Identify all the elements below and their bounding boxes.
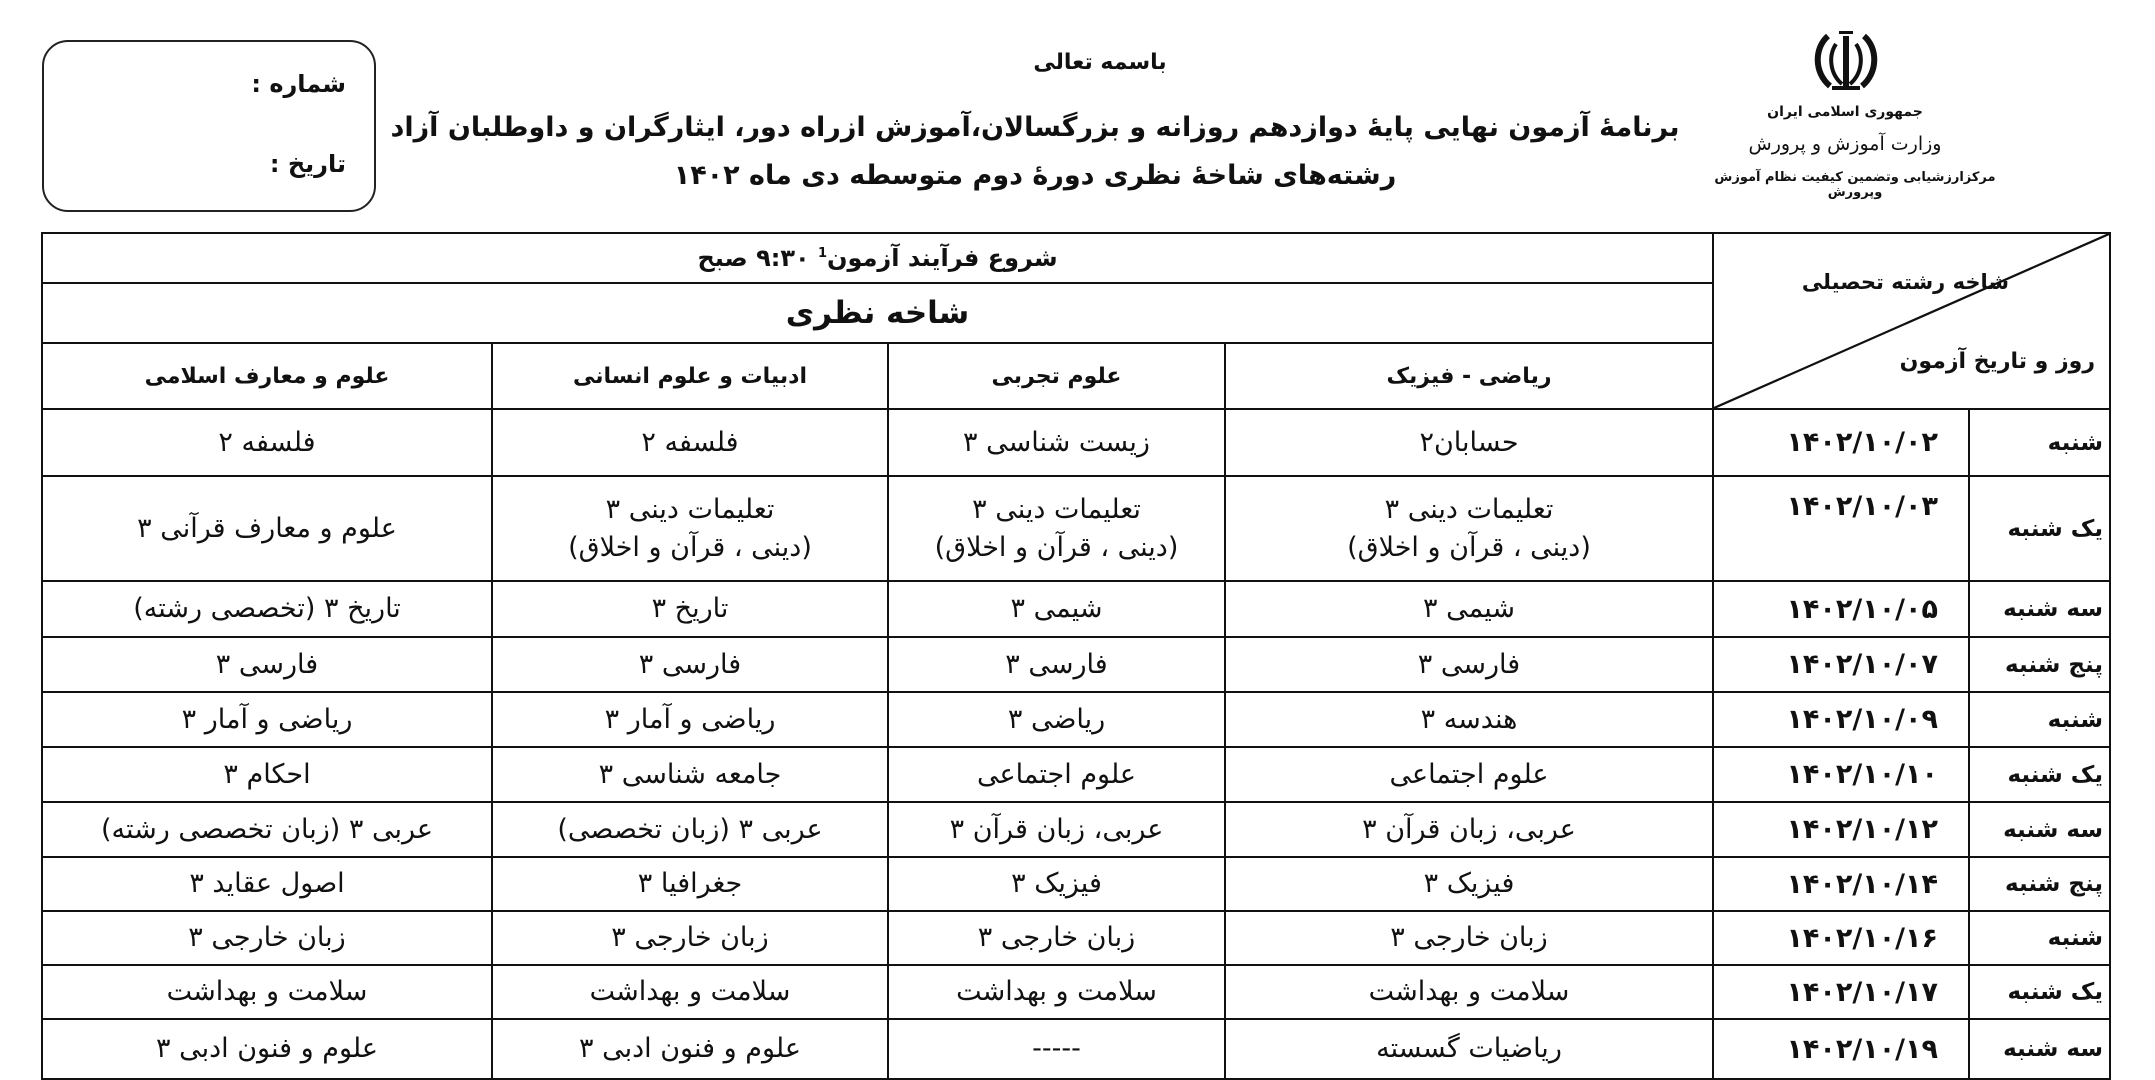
- corner-header-cell: [1713, 233, 2110, 409]
- subject-cell: ریاضی و آمار ۳: [492, 692, 888, 747]
- branch-title: شاخه نظری: [42, 283, 1713, 343]
- subject-cell: حسابان۲: [1225, 409, 1713, 476]
- table-row: [42, 476, 2110, 581]
- org-line3: مرکزارزشیابی وتضمین کیفیت نظام آموزش وپرورش: [1714, 170, 1996, 200]
- date-cell: ۱۴۰۲/۱۰/۰۷: [1713, 637, 1969, 692]
- date-cell: ۱۴۰۲/۱۰/۱۶: [1713, 911, 1969, 965]
- subject-cell: فارسی ۳: [42, 637, 492, 692]
- table-row: [42, 1019, 2110, 1079]
- column-header: ادبیات و علوم انسانی: [492, 343, 888, 409]
- subject-cell: زبان خارجی ۳: [888, 911, 1225, 965]
- subject-cell: زبان خارجی ۳: [492, 911, 888, 965]
- day-cell: سه شنبه: [1969, 581, 2110, 637]
- date-cell: ۱۴۰۲/۱۰/۰۲: [1713, 409, 1969, 476]
- page-title-line1: برنامۀ آزمون نهایی پایۀ دوازدهم روزانه و بزرگسالان،آموزش ازراه دور، ایثارگران و داوطلبان آزاد: [390, 112, 1680, 143]
- subject-cell: شیمی ۳: [1225, 581, 1713, 637]
- table-row: [42, 409, 2110, 476]
- date-cell: ۱۴۰۲/۱۰/۱۴: [1713, 857, 1969, 911]
- subject-cell: فارسی ۳: [1225, 637, 1713, 692]
- footnote-marker: 1: [817, 246, 828, 261]
- corner-bottom-label: روز و تاریخ آزمون: [1899, 349, 2095, 374]
- exam-schedule-table: [41, 232, 2111, 1080]
- table-row: [42, 581, 2110, 637]
- subject-cell: تعلیمات دینی ۳ (دینی ، قرآن و اخلاق): [1225, 476, 1713, 581]
- column-header: ریاضی - فیزیک: [1225, 343, 1713, 409]
- day-cell: سه شنبه: [1969, 802, 2110, 857]
- iran-emblem-icon: [1806, 28, 1886, 93]
- subject-cell: عربی ۳ (زبان تخصصی): [492, 802, 888, 857]
- table-row: [42, 965, 2110, 1019]
- subject-cell: هندسه ۳: [1225, 692, 1713, 747]
- subject-cell: ریاضیات گسسته: [1225, 1019, 1713, 1079]
- start-time-cell: [42, 233, 1713, 283]
- table-row: [42, 692, 2110, 747]
- corner-top-label: شاخه رشته تحصیلی: [1801, 270, 2009, 294]
- subject-cell: علوم اجتماعی: [1225, 747, 1713, 802]
- subject-cell: علوم و فنون ادبی ۳: [42, 1019, 492, 1079]
- date-cell: ۱۴۰۲/۱۰/۱۰: [1713, 747, 1969, 802]
- table-row: [42, 802, 2110, 857]
- subject-cell: تعلیمات دینی ۳ (دینی ، قرآن و اخلاق): [888, 476, 1225, 581]
- subject-cell: جغرافیا ۳: [492, 857, 888, 911]
- date-cell: ۱۴۰۲/۱۰/۰۹: [1713, 692, 1969, 747]
- bismillah-heading: باسمه تعالی: [1033, 50, 1167, 75]
- subject-cell: احکام ۳: [42, 747, 492, 802]
- subject-cell: سلامت و بهداشت: [42, 965, 492, 1019]
- table-row: [42, 747, 2110, 802]
- day-cell: یک شنبه: [1969, 965, 2110, 1019]
- day-cell: پنج شنبه: [1969, 637, 2110, 692]
- column-header: علوم و معارف اسلامی: [42, 343, 492, 409]
- subject-cell: عربی، زبان قرآن ۳: [1225, 802, 1713, 857]
- subject-cell: فارسی ۳: [492, 637, 888, 692]
- date-cell: ۱۴۰۲/۱۰/۰۵: [1713, 581, 1969, 637]
- day-cell: یک شنبه: [1969, 747, 2110, 802]
- day-cell: پنج شنبه: [1969, 857, 2110, 911]
- subject-cell: علوم و معارف قرآنی ۳: [42, 476, 492, 581]
- date-cell: ۱۴۰۲/۱۰/۱۷: [1713, 965, 1969, 1019]
- subject-cell: فیزیک ۳: [1225, 857, 1713, 911]
- subject-cell: اصول عقاید ۳: [42, 857, 492, 911]
- number-label: شماره :: [251, 70, 346, 98]
- subject-cell: فلسفه ۲: [42, 409, 492, 476]
- org-line1: جمهوری اسلامی ایران: [1767, 104, 1923, 120]
- subject-cell: تاریخ ۳: [492, 581, 888, 637]
- table-row: [42, 637, 2110, 692]
- subject-cell: سلامت و بهداشت: [888, 965, 1225, 1019]
- column-header: علوم تجربی: [888, 343, 1225, 409]
- day-cell: یک شنبه: [1969, 476, 2110, 581]
- subject-cell: سلامت و بهداشت: [1225, 965, 1713, 1019]
- day-cell: سه شنبه: [1969, 1019, 2110, 1079]
- subject-cell: عربی، زبان قرآن ۳: [888, 802, 1225, 857]
- reference-box: [42, 40, 376, 212]
- subject-cell: ریاضی و آمار ۳: [42, 692, 492, 747]
- date-label: تاریخ :: [269, 150, 346, 178]
- subject-cell: ریاضی ۳: [888, 692, 1225, 747]
- page-title-line2: رشته‌های شاخۀ نظری دورۀ دوم متوسطه دی ماه ۱۴۰۲: [673, 160, 1397, 191]
- org-line2: وزارت آموزش و پرورش: [1748, 133, 1942, 155]
- subject-cell: -----: [888, 1019, 1225, 1079]
- subject-cell: علوم اجتماعی: [888, 747, 1225, 802]
- date-cell: ۱۴۰۲/۱۰/۰۳: [1713, 476, 1969, 581]
- start-time-prefix: شروع فرآیند آزمون: [827, 244, 1058, 272]
- day-cell: شنبه: [1969, 409, 2110, 476]
- start-time-value: ۹:۳۰ صبح: [697, 244, 810, 272]
- subject-cell: علوم و فنون ادبی ۳: [492, 1019, 888, 1079]
- subject-cell: زبان خارجی ۳: [1225, 911, 1713, 965]
- day-cell: شنبه: [1969, 692, 2110, 747]
- subject-cell: عربی ۳ (زبان تخصصی رشته): [42, 802, 492, 857]
- subject-cell: تاریخ ۳ (تخصصی رشته): [42, 581, 492, 637]
- subject-cell: فیزیک ۳: [888, 857, 1225, 911]
- subject-cell: فلسفه ۲: [492, 409, 888, 476]
- subject-cell: سلامت و بهداشت: [492, 965, 888, 1019]
- subject-cell: زیست شناسی ۳: [888, 409, 1225, 476]
- date-cell: ۱۴۰۲/۱۰/۱۲: [1713, 802, 1969, 857]
- subject-cell: شیمی ۳: [888, 581, 1225, 637]
- subject-cell: تعلیمات دینی ۳ (دینی ، قرآن و اخلاق): [492, 476, 888, 581]
- table-row: [42, 911, 2110, 965]
- table-row: [42, 857, 2110, 911]
- day-cell: شنبه: [1969, 911, 2110, 965]
- date-cell: ۱۴۰۲/۱۰/۱۹: [1713, 1019, 1969, 1079]
- subject-cell: زبان خارجی ۳: [42, 911, 492, 965]
- subject-cell: فارسی ۳: [888, 637, 1225, 692]
- subject-cell: جامعه شناسی ۳: [492, 747, 888, 802]
